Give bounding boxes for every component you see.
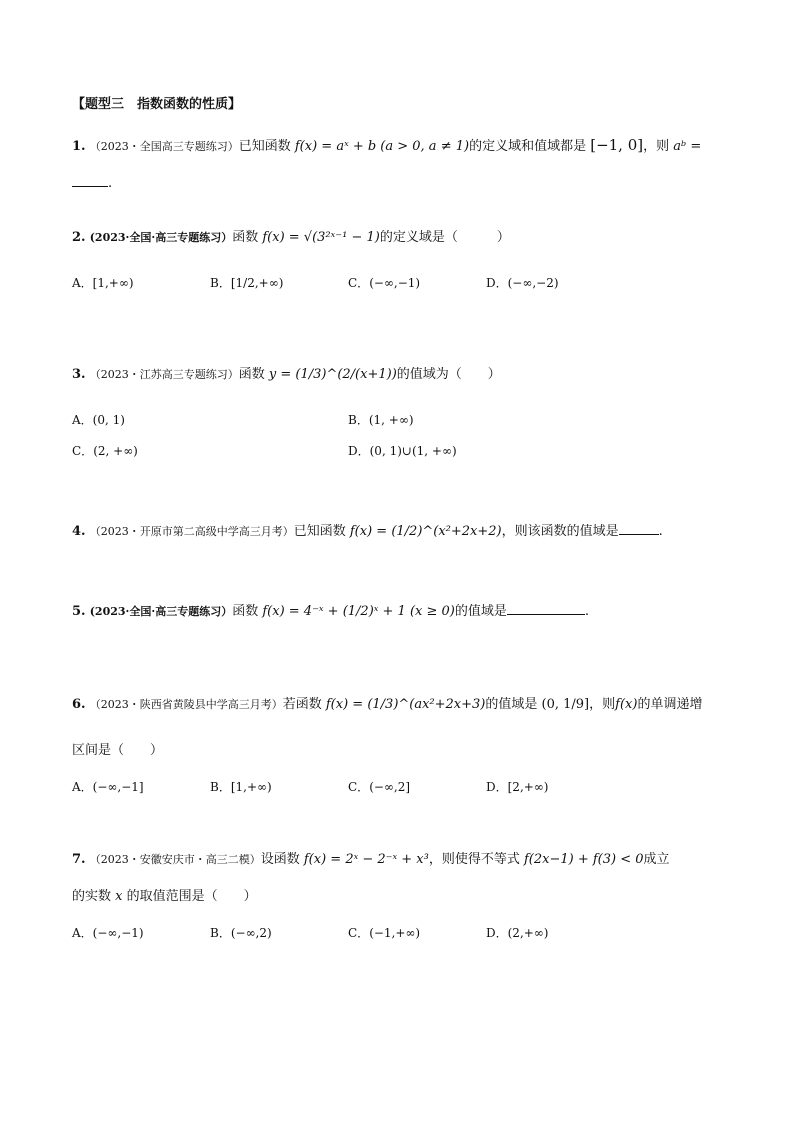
question-text: 的值域是 bbox=[485, 697, 538, 712]
option-c[interactable] bbox=[348, 923, 420, 943]
option-d[interactable] bbox=[486, 777, 549, 797]
function-formula: f(x) = √(3²ˣ⁻¹ − 1) bbox=[262, 230, 380, 245]
section-title: 【题型三 指数函数的性质】 bbox=[72, 97, 242, 112]
option-label: B． bbox=[348, 413, 369, 427]
option-b[interactable] bbox=[210, 273, 283, 293]
option-value: (0, 1) bbox=[92, 413, 125, 427]
option-value: (2, +∞) bbox=[93, 444, 138, 458]
option-b[interactable] bbox=[348, 410, 414, 430]
option-value: (0, 1)∪(1, +∞) bbox=[369, 444, 457, 458]
question-source: （2023・安徽安庆市・高三二模） bbox=[89, 853, 261, 866]
question-text: 已知函数 bbox=[238, 139, 291, 154]
question-source: （2023・陕西省黄陵县中学高三月考） bbox=[89, 698, 283, 711]
option-b[interactable] bbox=[210, 923, 272, 943]
question-number: 7. bbox=[72, 852, 86, 867]
question-source: （2023・全国高三专题练习） bbox=[89, 140, 239, 153]
option-value: [1,+∞) bbox=[230, 780, 272, 794]
question-text: ，则 bbox=[643, 139, 670, 154]
option-label: A． bbox=[72, 413, 93, 427]
question-number: 1. bbox=[72, 139, 86, 154]
option-label: D． bbox=[486, 926, 508, 940]
option-c[interactable] bbox=[348, 273, 420, 293]
option-label: B． bbox=[210, 276, 231, 290]
answer-blank[interactable] bbox=[72, 172, 108, 187]
question-text: 的值域为（ ） bbox=[396, 367, 501, 382]
option-a[interactable] bbox=[72, 410, 125, 430]
option-label: B． bbox=[210, 780, 231, 794]
question-text: 成立 bbox=[643, 852, 670, 867]
question-7 bbox=[72, 850, 670, 870]
option-label: C． bbox=[348, 780, 370, 794]
option-d[interactable] bbox=[486, 923, 549, 943]
question-text: 的取值范围是（ ） bbox=[126, 889, 257, 904]
question-4 bbox=[72, 520, 663, 542]
option-value: (−∞,−1] bbox=[92, 780, 144, 794]
option-c[interactable] bbox=[348, 777, 410, 797]
question-1 bbox=[72, 135, 701, 157]
function-formula: f(x) = aˣ + b (a > 0, a ≠ 1) bbox=[294, 139, 470, 154]
option-value: [1,+∞) bbox=[92, 276, 134, 290]
answer-blank[interactable] bbox=[507, 600, 585, 615]
function-formula: f(x) = 4⁻ˣ + (1/2)ˣ + 1 (x ≥ 0) bbox=[262, 604, 455, 619]
question-text: 函数 bbox=[232, 230, 259, 245]
question-number: 3. bbox=[72, 367, 86, 382]
question-text: 若函数 bbox=[282, 697, 322, 712]
option-value: (1, +∞) bbox=[368, 413, 414, 427]
question-text: 的值域是 bbox=[454, 604, 507, 619]
option-value: (−1,+∞) bbox=[369, 926, 421, 940]
inequality: f(2x−1) + f(3) < 0 bbox=[523, 852, 644, 867]
question-1-answer-line bbox=[72, 172, 112, 194]
interval: (0, 1/9] bbox=[541, 697, 590, 712]
option-value: (−∞,2) bbox=[230, 926, 272, 940]
question-source: （2023・江苏高三专题练习） bbox=[89, 368, 239, 381]
option-label: D． bbox=[486, 780, 508, 794]
question-source: （2023・开原市第二高级中学高三月考） bbox=[89, 525, 294, 538]
result-expression: aᵇ = bbox=[673, 139, 702, 154]
question-6-line-2: 区间是（ ） bbox=[72, 743, 164, 758]
interval: [−1, 0] bbox=[590, 136, 644, 154]
question-text: ，则该函数的值域是 bbox=[501, 524, 619, 539]
question-number: 4. bbox=[72, 524, 86, 539]
option-label: D． bbox=[348, 444, 370, 458]
question-text: ，则使得不等式 bbox=[428, 852, 520, 867]
question-5 bbox=[72, 600, 589, 622]
function-formula: f(x) = (1/3)^(ax²+2x+3) bbox=[325, 697, 486, 712]
option-label: C． bbox=[72, 444, 94, 458]
question-6: 6. （2023・陕西省黄陵县中学高三月考）若函数 f(x) = (1/3)^(ax²+2x+3)的值域是 (0, 1/9]，则f(x)的单调递增 bbox=[72, 697, 703, 712]
period: . bbox=[108, 176, 113, 191]
question-text: ，则 bbox=[589, 697, 616, 712]
period: . bbox=[658, 524, 663, 539]
question-text: 设函数 bbox=[260, 852, 300, 867]
option-value: [2,+∞) bbox=[507, 780, 549, 794]
question-text: 的定义域和值域都是 bbox=[469, 139, 587, 154]
function-formula: f(x) = (1/2)^(x²+2x+2) bbox=[349, 524, 502, 539]
question-source: (2023·全国·高三专题练习） bbox=[89, 231, 233, 244]
option-a[interactable] bbox=[72, 273, 134, 293]
function-formula: y = (1/3)^(2/(x+1)) bbox=[268, 367, 397, 382]
question-7-line-2: 的实数 x 的取值范围是（ ） bbox=[72, 889, 257, 904]
option-b[interactable] bbox=[210, 777, 272, 797]
option-label: D． bbox=[486, 276, 508, 290]
question-text: 函数 bbox=[232, 604, 259, 619]
question-text: 的实数 bbox=[72, 889, 112, 904]
question-3 bbox=[72, 365, 501, 385]
question-number: 5. bbox=[72, 604, 86, 619]
option-value: (2,+∞) bbox=[507, 926, 549, 940]
question-text: 的定义域是（ ） bbox=[379, 230, 510, 245]
question-text: 函数 bbox=[238, 367, 265, 382]
option-d[interactable] bbox=[486, 273, 559, 293]
option-value: [1/2,+∞) bbox=[230, 276, 284, 290]
question-number: 6. bbox=[72, 697, 86, 712]
question-number: 2. bbox=[72, 230, 86, 245]
question-2 bbox=[72, 228, 510, 248]
option-value: (−∞,−1) bbox=[92, 926, 144, 940]
option-label: A． bbox=[72, 276, 93, 290]
option-c[interactable] bbox=[72, 441, 138, 461]
option-a[interactable] bbox=[72, 923, 144, 943]
option-label: C． bbox=[348, 276, 370, 290]
option-label: A． bbox=[72, 926, 93, 940]
option-d[interactable] bbox=[348, 441, 457, 461]
period: . bbox=[584, 604, 590, 619]
question-source: (2023·全国·高三专题练习） bbox=[89, 605, 233, 618]
option-label: B． bbox=[210, 926, 231, 940]
option-a[interactable] bbox=[72, 777, 144, 797]
answer-blank[interactable] bbox=[619, 520, 659, 535]
function-formula: f(x) = 2ˣ − 2⁻ˣ + x³ bbox=[303, 852, 429, 867]
question-text: 的单调递增 bbox=[637, 697, 703, 712]
question-text: 已知函数 bbox=[293, 524, 346, 539]
option-label: C． bbox=[348, 926, 370, 940]
option-value: (−∞,−1) bbox=[369, 276, 421, 290]
option-value: (−∞,2] bbox=[369, 780, 411, 794]
option-label: A． bbox=[72, 780, 93, 794]
option-value: (−∞,−2) bbox=[507, 276, 559, 290]
